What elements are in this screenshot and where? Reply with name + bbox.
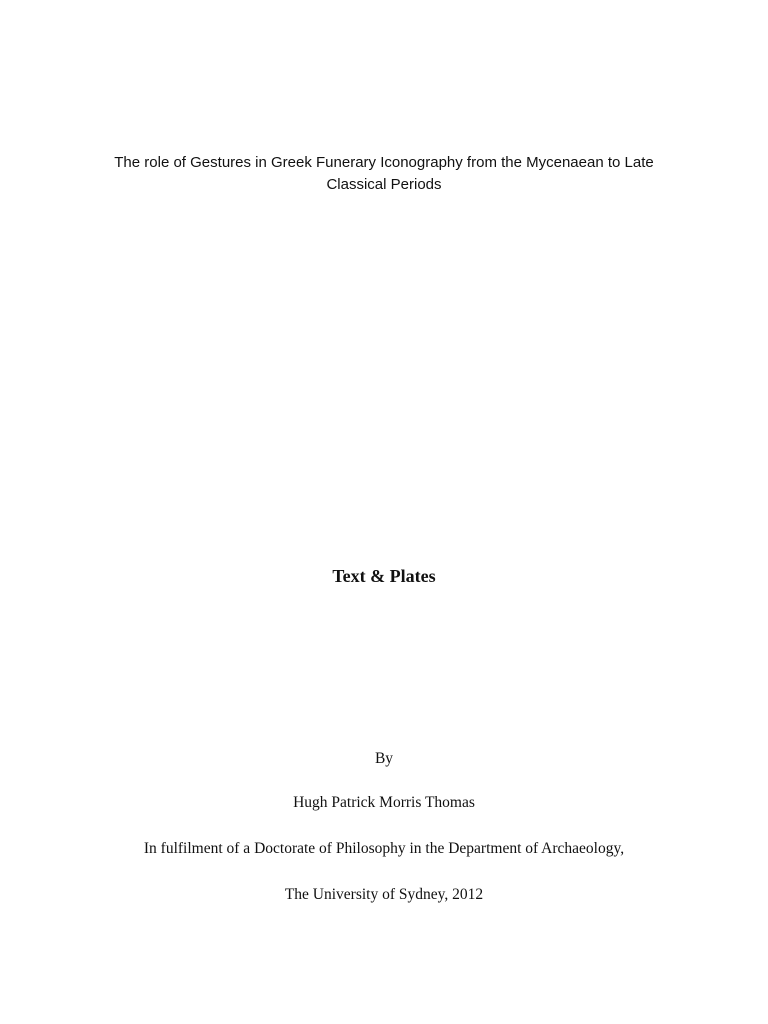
document-title-line-1: The role of Gestures in Greek Funerary Iconography from the Mycenaean to Late (114, 154, 654, 171)
fulfilment-statement: In fulfilment of a Doctorate of Philosophy in the Department of Archaeology, (143, 840, 625, 857)
document-title-line-2: Classical Periods (326, 176, 442, 193)
by-label: By (374, 750, 394, 767)
author-name: Hugh Patrick Morris Thomas (293, 794, 475, 811)
institution-year: The University of Sydney, 2012 (284, 886, 484, 903)
document-subtitle: Text & Plates (332, 566, 436, 586)
